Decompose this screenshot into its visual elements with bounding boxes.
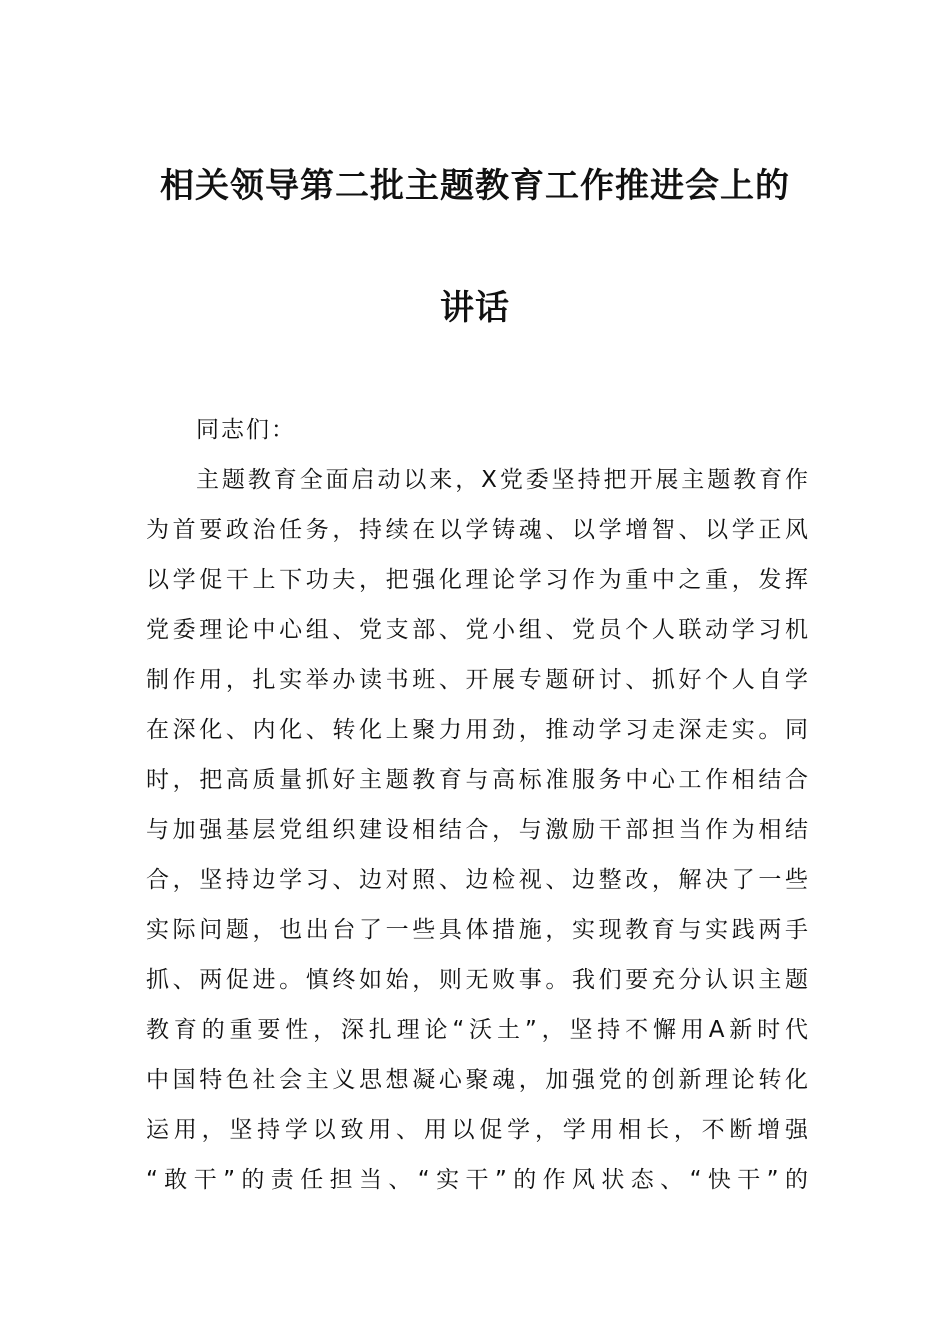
paragraph-line: 以学促干上下功夫，把强化理论学习作为重中之重，发挥 (146, 567, 810, 593)
paragraph-line: 抓、两促进。慎终如始，则无败事。我们要充分认识主题 (146, 967, 810, 993)
document-title-line-2: 讲话 (440, 288, 510, 328)
paragraph-line: 实际问题，也出台了一些具体措施，实现教育与实践两手 (146, 917, 810, 943)
salutation: 同志们： (196, 417, 296, 443)
paragraph-line: 在深化、内化、转化上聚力用劲，推动学习走深走实。同 (146, 717, 810, 743)
paragraph-line: 教育的重要性，深扎理论“沃土”，坚持不懈用A新时代 (146, 1017, 810, 1043)
paragraph-line: 党委理论中心组、党支部、党小组、党员个人联动学习机 (146, 617, 810, 643)
paragraph-line: 制作用，扎实举办读书班、开展专题研讨、抓好个人自学 (146, 667, 810, 693)
paragraph-line: 中国特色社会主义思想凝心聚魂，加强党的创新理论转化 (146, 1067, 810, 1093)
paragraph-line: 时，把高质量抓好主题教育与高标准服务中心工作相结合 (146, 767, 810, 793)
paragraph-line: 与加强基层党组织建设相结合，与激励干部担当作为相结 (146, 817, 810, 843)
document-title-line-1: 相关领导第二批主题教育工作推进会上的 (160, 166, 790, 206)
paragraph-line: 运用，坚持学以致用、用以促学，学用相长，不断增强 (146, 1117, 810, 1143)
paragraph-line: 为首要政治任务，持续在以学铸魂、以学增智、以学正风 (146, 517, 810, 543)
paragraph-line: 主题教育全面启动以来，X党委坚持把开展主题教育作 (196, 467, 810, 493)
paragraph-line: “敢干”的责任担当、“实干”的作风状态、“快干”的 (146, 1167, 810, 1193)
paragraph-line: 合，坚持边学习、边对照、边检视、边整改，解决了一些 (146, 867, 810, 893)
